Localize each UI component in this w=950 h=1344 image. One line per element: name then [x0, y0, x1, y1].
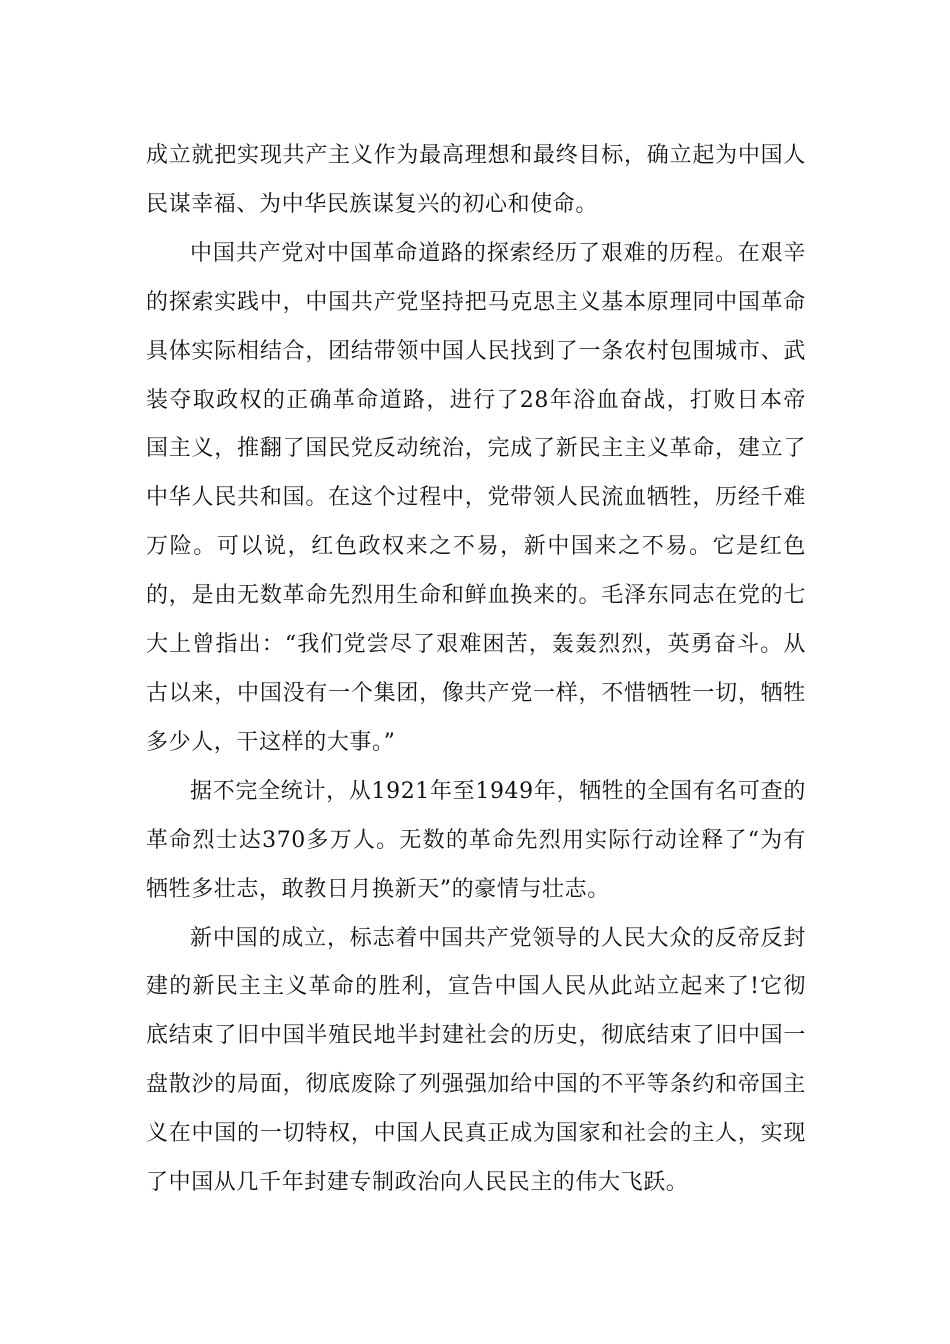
- paragraph-4: 新中国的成立，标志着中国共产党领导的人民大众的反帝反封建的新民主主义革命的胜利，宣告中国人民从此站立起来了!它彻底结束了旧中国半殖民地半封建社会的历史，彻底结束了旧中国一盘散沙的局面，彻底废除了列强强加给中国的不平等条约和帝国主义在中国的一切特权，中国人民真正成为国家和社会的主人，实现了中国从几千年封建专制政治向人民民主的伟大飞跃。: [146, 925, 806, 1196]
- paragraph-3: 据不完全统计，从1921年至1949年，牺牲的全国有名可查的革命烈士达370多万人。无数的革命先烈用实际行动诠释了“为有牺牲多壮志，敢教日月换新天”的豪情与壮志。: [146, 778, 806, 902]
- document-body: [146, 132, 806, 1208]
- paragraph-2: 中国共产党对中国革命道路的探索经历了艰难的历程。在艰辛的探索实践中，中国共产党坚持把马克思主义基本原理同中国革命具体实际相结合，团结带领中国人民找到了一条农村包围城市、武装夺取政权的正确革命道路，进行了28年浴血奋战，打败日本帝国主义，推翻了国民党反动统治，完成了新民主主义革命，建立了中华人民共和国。在这个过程中，党带领人民流血牺牲，历经千难万险。可以说，红色政权来之不易，新中国来之不易。它是红色的，是由无数革命先烈用生命和鲜血换来的。毛泽东同志在党的七大上曾指出：“我们党尝尽了艰难困苦，轰轰烈烈，英勇奋斗。从古以来，中国没有一个集团，像共产党一样，不惜牺牲一切，牺牲多少人，干这样的大事。”: [146, 240, 806, 755]
- paragraph-1: 成立就把实现共产主义作为最高理想和最终目标，确立起为中国人民谋幸福、为中华民族谋复兴的初心和使命。: [146, 143, 806, 217]
